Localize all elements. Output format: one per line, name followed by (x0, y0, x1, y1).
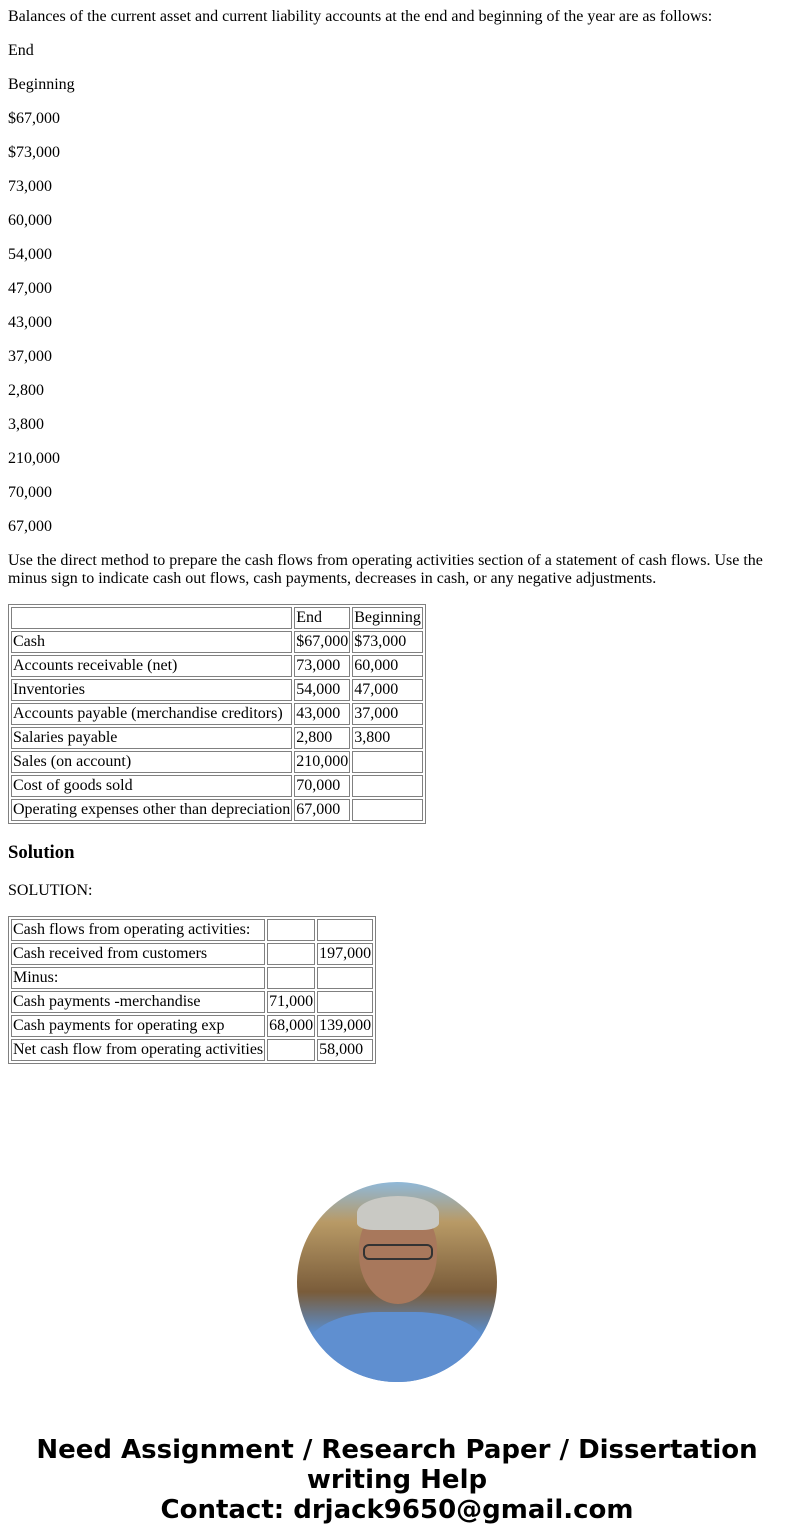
table-cell: 71,000 (267, 991, 315, 1013)
table-cell: Cash (11, 631, 292, 653)
header-cell: Beginning (352, 607, 423, 629)
header-row (11, 607, 423, 629)
list-value: 73,000 (8, 178, 52, 195)
header-cell: End (294, 607, 350, 629)
list-value: 210,000 (8, 450, 60, 467)
list-value: 3,800 (8, 416, 44, 433)
table-cell: Cash payments -merchandise (11, 991, 265, 1013)
table-cell (267, 919, 315, 941)
table-row (11, 631, 423, 653)
table-cell (267, 967, 315, 989)
list-value: 54,000 (8, 246, 52, 263)
table-cell: 197,000 (317, 943, 373, 965)
instructions-text: Use the direct method to prepare the cash flows from operating activities section of a statement of cash flows. Use the minus sign to indicate cash out flows, cash payments, decreases in cash, or any negative adjustments. (8, 552, 763, 587)
table-cell: 2,800 (294, 727, 350, 749)
table-cell: Salaries payable (11, 727, 292, 749)
promo-line-1: Need Assignment / Research Paper / Dissertation (36, 1435, 758, 1465)
table-cell: Accounts receivable (net) (11, 655, 292, 677)
promo-line-2: writing Help (306, 1465, 488, 1495)
list-value: End (8, 42, 34, 59)
list-value: 47,000 (8, 280, 52, 297)
table-cell: Cost of goods sold (11, 775, 292, 797)
table-cell: $67,000 (294, 631, 350, 653)
table-cell (352, 751, 423, 773)
table-row (11, 655, 423, 677)
table-cell (267, 1039, 315, 1061)
table-cell (267, 943, 315, 965)
list-value: 67,000 (8, 518, 52, 535)
author-photo (297, 1182, 497, 1382)
table-row (11, 919, 373, 941)
table-row (11, 943, 373, 965)
table-row (11, 991, 373, 1013)
table-cell: 68,000 (267, 1015, 315, 1037)
table-cell: $73,000 (352, 631, 423, 653)
solution-heading: Solution (8, 842, 75, 863)
table-cell: 70,000 (294, 775, 350, 797)
table-cell: Net cash flow from operating activities (11, 1039, 265, 1061)
table-cell: 210,000 (294, 751, 350, 773)
table-row (11, 799, 423, 821)
values-list (8, 42, 786, 536)
table-cell: Inventories (11, 679, 292, 701)
table-cell: Sales (on account) (11, 751, 292, 773)
balances-table (8, 604, 426, 824)
table-row (11, 775, 423, 797)
table-row (11, 679, 423, 701)
table-cell: Cash flows from operating activities: (11, 919, 265, 941)
table-cell: 58,000 (317, 1039, 373, 1061)
table-cell: 139,000 (317, 1015, 373, 1037)
table-cell: 54,000 (294, 679, 350, 701)
table-row (11, 967, 373, 989)
table-cell: Cash received from customers (11, 943, 265, 965)
table-row (11, 1039, 373, 1061)
list-value: 60,000 (8, 212, 52, 229)
table-cell: Cash payments for operating exp (11, 1015, 265, 1037)
list-value: 2,800 (8, 382, 44, 399)
list-value: 43,000 (8, 314, 52, 331)
table-cell: 67,000 (294, 799, 350, 821)
list-value: Beginning (8, 76, 75, 93)
table-row (11, 751, 423, 773)
table-row (11, 703, 423, 725)
list-value: $67,000 (8, 110, 60, 127)
table-cell: 47,000 (352, 679, 423, 701)
solution-label: SOLUTION: (8, 882, 93, 899)
header-cell (11, 607, 292, 629)
table-cell: 3,800 (352, 727, 423, 749)
author-photo-container (8, 1182, 786, 1387)
list-value: $73,000 (8, 144, 60, 161)
table-cell (352, 775, 423, 797)
table-row (11, 727, 423, 749)
table-row (11, 1015, 373, 1037)
table-cell (317, 919, 373, 941)
table-cell: 73,000 (294, 655, 350, 677)
table-cell (317, 991, 373, 1013)
table-cell (317, 967, 373, 989)
table-cell: 43,000 (294, 703, 350, 725)
list-value: 37,000 (8, 348, 52, 365)
table-cell (352, 799, 423, 821)
promo-banner (8, 1435, 786, 1525)
intro-text: Balances of the current asset and current liability accounts at the end and beginning of the year are as follows: (8, 8, 713, 25)
table-cell: 60,000 (352, 655, 423, 677)
table-cell: Accounts payable (merchandise creditors) (11, 703, 292, 725)
list-value: 70,000 (8, 484, 52, 501)
promo-contact: Contact: drjack9650@gmail.com (160, 1495, 634, 1525)
table-cell: Minus: (11, 967, 265, 989)
solution-table (8, 916, 376, 1064)
table-cell: Operating expenses other than depreciation (11, 799, 292, 821)
table-cell: 37,000 (352, 703, 423, 725)
